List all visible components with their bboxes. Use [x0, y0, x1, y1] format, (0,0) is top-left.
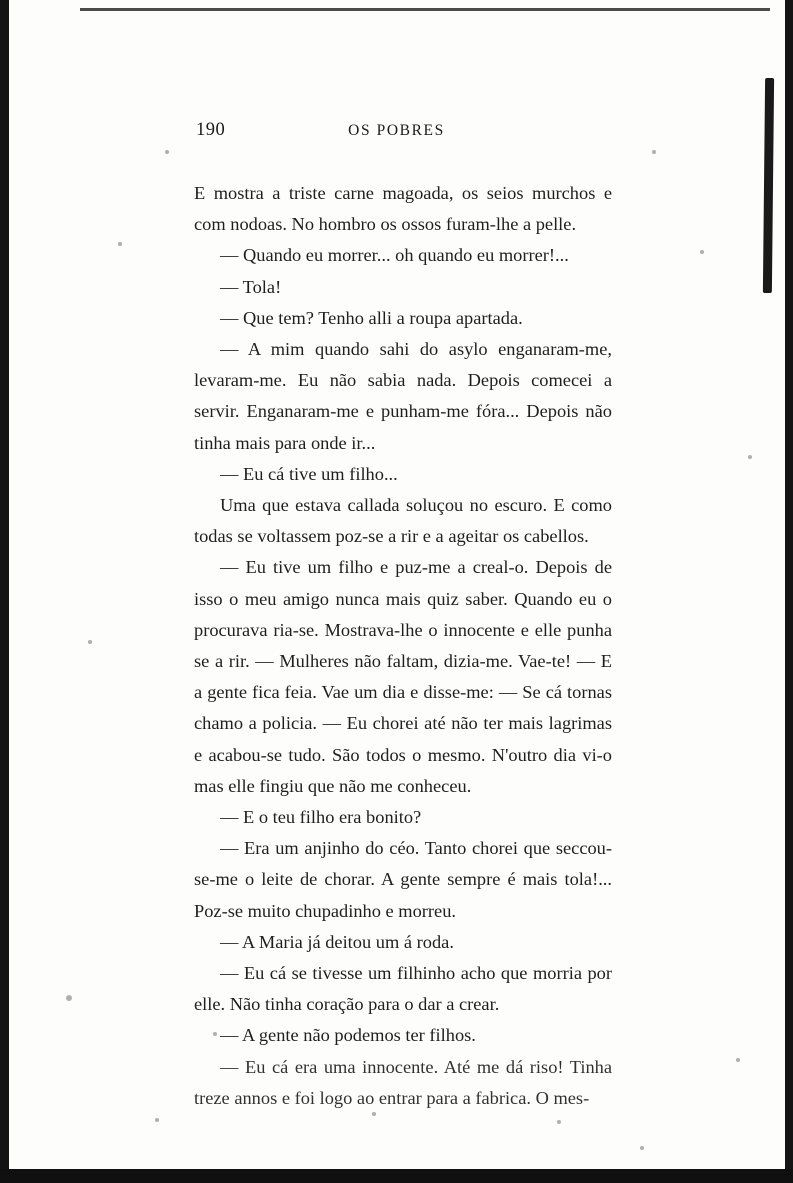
paragraph: — Eu cá tive um filho...	[220, 463, 398, 484]
scan-speck	[88, 640, 92, 644]
body-text	[194, 178, 612, 1114]
scan-edge-left	[0, 0, 9, 1183]
paragraph: — Eu cá era uma innocente. Até me dá riso! Tinha treze annos e foi logo ao entrar para a fabrica. O mes-	[194, 1056, 612, 1108]
scan-edge-top	[80, 8, 770, 11]
scan-speck	[372, 1112, 376, 1116]
scan-speck	[748, 455, 752, 459]
scan-edge-bottom	[0, 1169, 793, 1183]
paragraph: — E o teu filho era bonito?	[220, 807, 422, 828]
paragraph: — Era um anjinho do céo. Tanto chorei que seccou-se-me o leite de chorar. A gente sempre é mais tola!... Poz-se muito chupadinho e morreu.	[194, 838, 612, 921]
paragraph: — Eu tive um filho e puz-me a creal-o. Depois de isso o meu amigo nunca mais quiz saber. Quando eu o procurava ria-se. Mostrava-lhe o innocente e elle punha se a rir. — Mulheres não faltam, dizia-me. Vae-te! — E a gente fica feia. Vae um dia e disse-me: — Se cá tornas chamo a policia. — Eu chorei até não ter mais lagrimas e acabou-se tudo. São todos o mesmo. N'outro dia vi-o mas elle fingiu que não me conheceu.	[194, 557, 612, 796]
page-title: OS POBRES	[348, 122, 445, 139]
scan-speck	[165, 150, 169, 154]
scan-speck	[557, 1120, 561, 1124]
page-number: 190	[196, 120, 226, 140]
scan-edge-right	[785, 0, 793, 1183]
scan-speck	[66, 995, 72, 1001]
paragraph: E mostra a triste carne magoada, os seios murchos e com nodoas. No hombro os ossos furam-lhe a pelle.	[194, 183, 612, 235]
scan-speck	[640, 1146, 644, 1150]
paragraph: — A Maria já deitou um á roda.	[220, 931, 454, 952]
paragraph: — A gente não podemos ter filhos.	[220, 1025, 476, 1046]
paragraph: — Quando eu morrer... oh quando eu morrer!...	[220, 245, 569, 266]
paragraph: — A mim quando sahi do asylo enganaram-me, levaram-me. Eu não sabia nada. Depois comecei a servir. Enganaram-me e punham-me fóra... Depois não tinha mais para onde ir...	[194, 339, 612, 453]
scan-speck	[652, 150, 656, 154]
scan-speck	[213, 1032, 217, 1036]
paragraph: — Eu cá se tivesse um filhinho acho que morria por elle. Não tinha coração para o dar a crear.	[194, 963, 612, 1015]
scan-speck	[700, 250, 704, 254]
paragraph: — Que tem? Tenho alli a roupa apartada.	[220, 307, 523, 328]
paragraph: Uma que estava callada soluçou no escuro. E como todas se voltassem poz-se a rir e a ageitar os cabellos.	[194, 495, 612, 547]
scan-speck	[736, 1058, 740, 1062]
scan-edge-mark	[763, 78, 774, 293]
running-head	[0, 120, 793, 142]
scan-speck	[118, 242, 122, 246]
scan-speck	[155, 1118, 159, 1122]
paragraph: — Tola!	[220, 276, 282, 297]
